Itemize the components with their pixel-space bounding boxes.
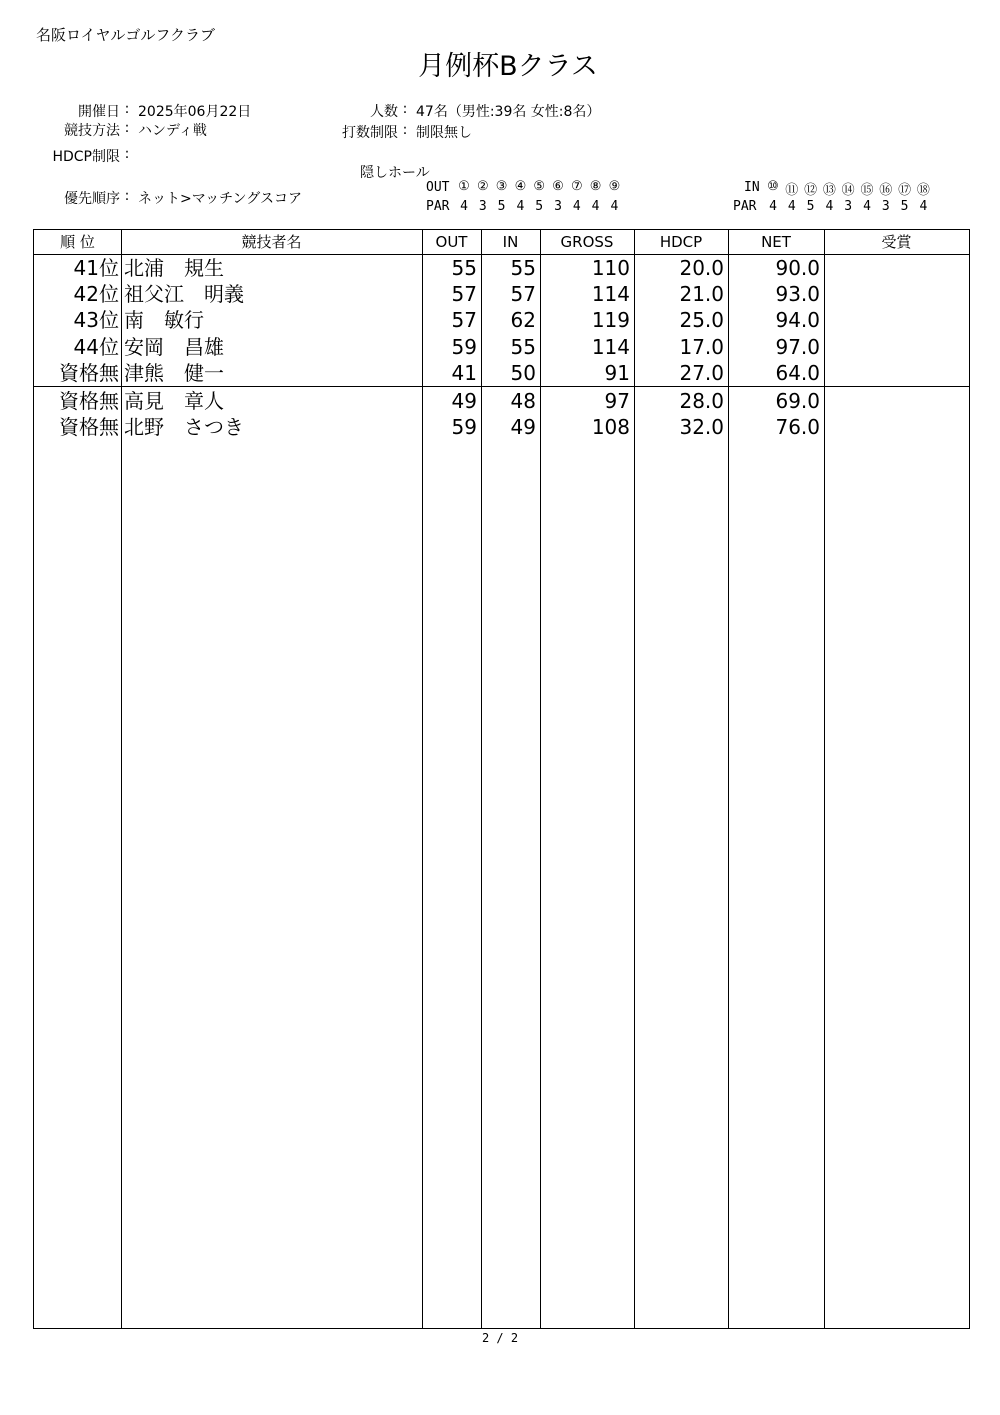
- stroke-limit-label: 打数制限: [342, 125, 398, 141]
- page-title: 月例杯Bクラス: [418, 51, 598, 82]
- column-divider: [121, 230, 122, 1328]
- header-hdcp: HDCP: [659, 233, 703, 251]
- hole-par: 4: [825, 199, 834, 214]
- net-score-cell: 97.0: [775, 335, 820, 359]
- header-out: OUT: [435, 233, 468, 251]
- method-value: ハンディ戦: [138, 123, 207, 139]
- award-cell: [824, 388, 969, 414]
- hdcp-cell: 17.0: [679, 335, 724, 359]
- in-score-cell: 57: [510, 282, 536, 306]
- hole-par: 3: [478, 199, 487, 214]
- gross-score-cell: 97: [604, 389, 630, 413]
- group-divider: [34, 386, 969, 387]
- priority-value: ネット>マッチングスコア: [138, 191, 303, 207]
- in-score-cell: 55: [510, 256, 536, 280]
- net-score-cell: 64.0: [775, 361, 820, 385]
- rank-cell: 43位: [73, 308, 119, 332]
- hole-number-mark: ①: [458, 179, 470, 194]
- out-score-cell: 41: [451, 361, 477, 385]
- net-score-cell: 69.0: [775, 389, 820, 413]
- net-score-cell: 94.0: [775, 308, 820, 332]
- in-score-cell: 62: [510, 308, 536, 332]
- hole-number-mark: ⑦: [570, 179, 583, 194]
- hdcp-cell: 21.0: [679, 282, 724, 306]
- holes-out-par-label: PAR: [426, 199, 450, 214]
- rank-cell: 41位: [73, 256, 119, 280]
- out-score-cell: 55: [451, 256, 477, 280]
- hole-number-mark: ⑱: [916, 183, 930, 198]
- method-label: 競技方法: [64, 123, 120, 139]
- hole-par: 5: [900, 199, 909, 214]
- hole-number-mark: ⑨: [608, 179, 621, 194]
- hdcp-cell: 20.0: [679, 256, 724, 280]
- hole-par: 4: [610, 199, 619, 214]
- date-value: 2025年06月22日: [138, 104, 252, 120]
- hole-par: 5: [535, 199, 544, 214]
- hole-par: 4: [572, 199, 581, 214]
- in-score-cell: 48: [510, 389, 536, 413]
- player-name-cell: 北浦 規生: [124, 256, 224, 280]
- award-cell: [824, 307, 969, 333]
- award-cell: [824, 281, 969, 307]
- net-score-cell: 76.0: [775, 415, 820, 439]
- page-number: 2 / 2: [481, 1331, 519, 1345]
- gross-score-cell: 108: [591, 415, 630, 439]
- rank-cell: 42位: [73, 282, 119, 306]
- header-gross: GROSS: [560, 233, 614, 251]
- hdcp-cell: 25.0: [679, 308, 724, 332]
- hole-number-mark: ⑧: [589, 179, 602, 194]
- in-score-cell: 55: [510, 335, 536, 359]
- hdcp-limit-colon: :: [124, 146, 130, 162]
- player-name-cell: 南 敏行: [124, 308, 204, 332]
- hole-number-mark: ⑯: [879, 183, 893, 198]
- hole-par: 3: [844, 199, 853, 214]
- net-score-cell: 93.0: [775, 282, 820, 306]
- stroke-limit-value: 制限無し: [416, 125, 472, 141]
- hdcp-cell: 32.0: [679, 415, 724, 439]
- out-score-cell: 57: [451, 282, 477, 306]
- rank-cell: 44位: [73, 335, 119, 359]
- hidden-holes-label: 隠しホール: [360, 165, 430, 181]
- player-name-cell: 安岡 昌雄: [124, 335, 224, 359]
- hdcp-cell: 27.0: [679, 361, 724, 385]
- award-cell: [824, 360, 969, 386]
- rank-cell: 資格無: [59, 415, 119, 439]
- players-colon: :: [402, 101, 408, 117]
- players-label: 人数: [370, 104, 398, 120]
- date-label: 開催日: [78, 104, 120, 120]
- out-score-cell: 59: [451, 335, 477, 359]
- stroke-limit-colon: :: [402, 122, 408, 138]
- player-name-cell: 津熊 健一: [124, 361, 224, 385]
- out-score-cell: 57: [451, 308, 477, 332]
- hole-par: 5: [497, 199, 506, 214]
- net-score-cell: 90.0: [775, 256, 820, 280]
- hole-par: 4: [591, 199, 600, 214]
- hole-number-mark: ⑰: [898, 183, 912, 198]
- method-colon: :: [124, 120, 130, 136]
- results-table: [33, 229, 970, 1329]
- player-name-cell: 高見 章人: [124, 389, 224, 413]
- priority-label: 優先順序: [64, 191, 120, 207]
- holes-in-par-label: PAR: [733, 199, 757, 214]
- gross-score-cell: 119: [591, 308, 630, 332]
- award-cell: [824, 414, 969, 440]
- hole-number-mark: ⑮: [860, 183, 874, 198]
- hdcp-cell: 28.0: [679, 389, 724, 413]
- gross-score-cell: 91: [604, 361, 630, 385]
- hole-number-mark: ⑬: [822, 183, 836, 198]
- hole-number-mark: ⑪: [785, 183, 799, 198]
- in-score-cell: 50: [510, 361, 536, 385]
- player-name-cell: 祖父江 明義: [124, 282, 244, 306]
- holes-out-label: OUT: [426, 180, 450, 195]
- hole-number-mark: ⑭: [841, 183, 855, 198]
- header-award: 受賞: [881, 233, 912, 251]
- hole-number-mark: ②: [476, 179, 489, 194]
- hole-number-mark: ⑫: [804, 183, 818, 198]
- award-cell: [824, 255, 969, 281]
- hole-par: 3: [554, 199, 562, 214]
- header-rank: 順 位: [60, 233, 95, 251]
- players-value: 47名（男性:39名 女性:8名）: [416, 104, 601, 120]
- rank-cell: 資格無: [59, 361, 119, 385]
- hole-par: 4: [460, 199, 468, 214]
- hole-number-mark: ⑩: [767, 179, 779, 194]
- hole-par: 4: [863, 199, 871, 214]
- rank-cell: 資格無: [59, 389, 119, 413]
- holes-in-label: IN: [744, 180, 760, 195]
- hdcp-limit-label: HDCP制限: [52, 149, 120, 165]
- header-net: NET: [761, 233, 791, 251]
- gross-score-cell: 110: [591, 256, 630, 280]
- hole-par: 4: [919, 199, 928, 214]
- out-score-cell: 49: [451, 389, 477, 413]
- hole-number-mark: ③: [495, 179, 508, 194]
- player-name-cell: 北野 さつき: [124, 415, 244, 439]
- hole-number-mark: ⑤: [533, 179, 546, 194]
- hole-par: 4: [787, 199, 796, 214]
- date-colon: :: [124, 101, 130, 117]
- out-score-cell: 59: [451, 415, 477, 439]
- in-score-cell: 49: [510, 415, 536, 439]
- priority-colon: :: [124, 188, 130, 204]
- hole-number-mark: ⑥: [552, 179, 564, 194]
- gross-score-cell: 114: [591, 335, 630, 359]
- award-cell: [824, 334, 969, 360]
- hole-number-mark: ④: [514, 179, 527, 194]
- header-name: 競技者名: [241, 233, 302, 251]
- hole-par: 4: [516, 199, 525, 214]
- gross-score-cell: 114: [591, 282, 630, 306]
- hole-par: 4: [769, 199, 777, 214]
- hole-par: 5: [806, 199, 815, 214]
- hole-par: 3: [881, 199, 890, 214]
- header-in: IN: [502, 233, 519, 251]
- club-name: 名阪ロイヤルゴルフクラブ: [36, 26, 215, 44]
